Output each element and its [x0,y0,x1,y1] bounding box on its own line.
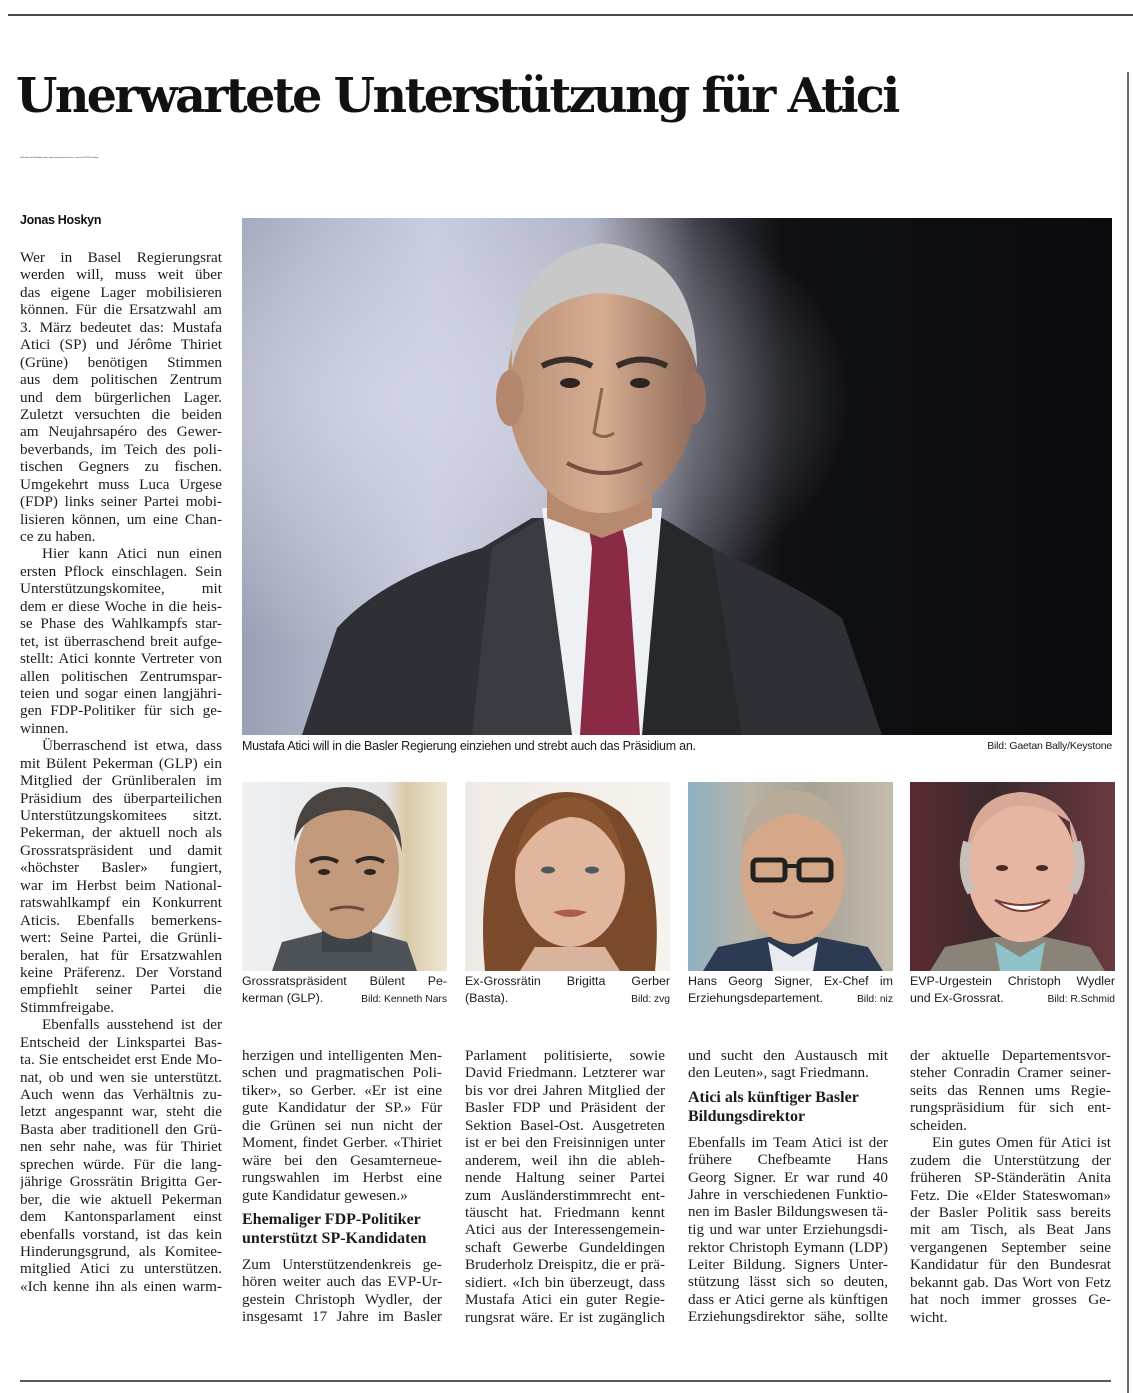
text-line: sprechen würde. Für die lang- [20,1155,222,1173]
text-line: mit am Tisch, als Beat Jans [910,1221,1111,1239]
text-line: können. Für die Ersatzwahl am [20,301,222,319]
text-line: ber, die wie aktuell Pekerman [20,1190,222,1208]
text-line: sidiert. «Ich bin überzeugt, dass [465,1273,665,1291]
text-line: insgesamt 17 Jahre im Basler [242,1308,442,1326]
main-photo-caption-text: Mustafa Atici will in die Basler Regierung einziehen und strebt auch das Präsidium an. [242,739,696,753]
text-line: Atici aus der Interessengemein- [465,1221,665,1239]
text-line: stellt: Atici konnte Vertreter von [20,650,222,668]
text-line: tet, ist überraschend breit aufge- [20,632,222,650]
text-line: steher Conradin Cramer seiner- [910,1064,1111,1082]
text-line: hören weiter auch das EVP-Ur- [242,1273,442,1291]
thumbnail-caption-gerber [465,973,670,1007]
text-line: Wer in Basel Regierungsrat [20,249,222,266]
text-column-2 [242,1047,442,1326]
text-line: Fetz. Die «Elder Stateswoman» [910,1186,1111,1204]
text-line: Unterstützungskomitees sitzt. [20,807,222,824]
text-line: 3. März bedeutet das: Mustafa [20,318,222,336]
text-line: ratswahlkampf ein Konkurrent [20,894,222,912]
text-line: rungsrat wäre. Er ist zugänglich [465,1308,665,1326]
caption-line: Ex-Grossrätin Brigitta Gerber [465,974,670,988]
text-line: gute Kandidatur gewesen.» [242,1186,408,1204]
text-line: Unterstützungskomitee, mit [20,580,222,598]
text-line: Moment, findet Gerber. «Thiriet [242,1134,442,1152]
portrait-photo-icon [688,782,893,971]
text-line: zudem die Unterstützung der [910,1151,1111,1169]
text-line: mitglied Atici zu unterstützen. [20,1260,222,1278]
text-line: gute Kandidatur der SP.» Für [242,1099,442,1117]
section-subheading [688,1088,888,1126]
text-line: bis vor drei Jahren Mitglied der [465,1081,665,1099]
text-line: seits das Rennen ums Regie- [910,1081,1111,1099]
text-line: der aktuelle Departementsvor- [910,1047,1111,1064]
text-line: Georg Signer. Er war rund 40 [688,1168,888,1186]
text-column-4 [688,1047,888,1326]
text-line: se Phase des Wahlkampfs star- [20,615,222,633]
text-line: Sektion Basel-Ost. Ausgetreten [465,1116,665,1134]
thumbnail-wydler [910,782,1115,971]
text-line: Auch wenn das Verhältnis zu- [20,1086,222,1103]
text-line: «Ich kenne ihn als einen warm- [20,1277,222,1295]
photo-credit: Bild: R.Schmid [1047,994,1115,1005]
text-line: der Basler Politik sass bereits [910,1203,1111,1221]
text-line: ist er bei den Freisinnigen unter [465,1134,665,1152]
text-column-1 [20,249,222,1295]
portrait-photo-icon [242,782,447,971]
text-line: nat, ob und wen sie unterstützt. [20,1068,222,1086]
text-line: täuscht hat. Friedmann kennt [465,1203,665,1221]
main-photo-credit: Bild: Gaetan Bally/Keystone [987,740,1112,752]
caption-text: kerman (GLP). [242,991,324,1005]
thumbnail-gerber [465,782,670,971]
text-line: Kandidatur für den Bundesrat [910,1256,1111,1274]
text-line: war im Herbst beim National- [20,876,222,894]
text-line: und dem bürgerlichen Lager. [20,388,222,406]
text-line: Leiter Bildung. Signers Unter- [688,1255,888,1273]
text-line: Ein gutes Omen für Atici ist [932,1134,1111,1152]
text-line: (FDP) links seiner Partei mobi- [20,493,222,511]
text-line: den Leuten», sagt Friedmann. [688,1064,869,1082]
text-line: ebenfalls vorstand, ist das kein [20,1225,222,1243]
subheading-line: Atici als künftiger Basler [688,1088,859,1106]
text-line: frühere Chefbeamte Hans [688,1151,888,1169]
text-line: wäre bei den Gesamterneue- [242,1151,442,1169]
text-line: schaft Gewerbe Gundeldingen [465,1238,665,1256]
text-line: Jahre in verschiedenen Funktio- [688,1186,888,1204]
text-line: ersten Pflock einschlagen. Sein [20,562,222,580]
text-line: empfiehlt seiner Partei die [20,981,222,999]
text-line: gen FDP-Politiker für sich ge- [20,702,222,720]
text-line: Entscheid der Linkspartei Bas- [20,1033,222,1051]
text-line: tig und war unter Erziehungsdi- [688,1221,888,1239]
text-line: werden will, muss weit über [20,266,222,284]
portrait-photo-icon [910,782,1115,971]
text-line: letzt angespannt war, steht die [20,1103,222,1121]
subheading-line: Bildungsdirektor [688,1107,806,1125]
text-line: Stimmfreigabe. [20,998,115,1016]
text-line: gestein Christoph Wydler, der [242,1290,442,1308]
caption-line [242,990,447,1007]
section-subheading [242,1210,442,1248]
text-line: winnen. [20,719,69,737]
text-line: Mitglied der Grünliberalen im [20,772,222,790]
main-photo-caption [242,739,1112,757]
caption-line [465,990,670,1007]
text-line: jährige Grossrätin Brigitta Ger- [20,1173,222,1191]
text-line: Basta aber traditionell den Grü- [20,1120,222,1138]
caption-line [910,990,1115,1007]
caption-text: und Ex-Grossrat. [910,991,1004,1005]
text-line: rungswahlen im Herbst eine [242,1169,442,1187]
text-line: nen sehr nahe, was für Thiriet [20,1138,222,1156]
text-line: Umgekehrt muss Luca Urgese [20,475,222,493]
text-line: Grossratspräsident und damit [20,841,222,859]
text-line: vergangenen September seine [910,1238,1111,1256]
text-line: Präsidium des überparteilichen [20,789,222,807]
photo-credit: Bild: Kenneth Nars [361,994,447,1005]
text-line: ta. Sie entscheidet erst Ende Mo- [20,1051,222,1069]
text-line: rektor Christoph Eymann (LDP) [688,1238,888,1256]
caption-text: (Basta). [465,991,509,1005]
caption-text: Erziehungsdepartement. [688,991,824,1005]
text-line: Aticis. Ebenfalls bemerkens- [20,911,222,929]
text-line: wert: Seine Partei, die Grünli- [20,929,222,947]
text-line: mit Bülent Pekerman (GLP) ein [20,754,222,772]
photo-credit: Bild: niz [856,994,893,1005]
text-line: die Grünen sei nun nicht der [242,1116,442,1134]
text-line: Basler FDP und Präsident der [465,1099,665,1117]
text-line: das eigene Lager mobilisieren [20,283,222,301]
text-line: Erziehungsdirektor sähe, sollte [688,1308,888,1326]
caption-line: Hans Georg Signer, Ex-Chef im [688,974,893,988]
text-line: Zuletzt versuchten die beiden [20,405,222,423]
text-line: (Grüne) benötigen Stimmen [20,353,222,371]
text-line: Parlament politisierte, sowie [465,1047,665,1064]
main-photo [242,218,1112,735]
text-line: und sucht den Austausch mit [688,1047,888,1064]
text-line: beverbands, im Teich des poli- [20,440,222,458]
caption-line: EVP-Urgestein Christoph Wydler [910,974,1115,988]
text-line: früheren SP-Ständerätin Anita [910,1169,1111,1187]
portrait-photo-icon [242,218,1112,735]
text-line: Ebenfalls ausstehend ist der [42,1016,222,1034]
text-line: Pekerman, der aktuell noch als [20,824,222,842]
text-line: nen im Basler Bildungswesen tä- [688,1203,888,1220]
text-line: aus dem politischen Zentrum [20,371,222,389]
text-line: herzigen und intelligenten Men- [242,1047,442,1064]
text-line: Zum Unterstützendenkreis ge- [242,1255,442,1273]
subheading-line: unterstützt SP-Kandidaten [242,1229,427,1247]
text-line: tischen Gegners zu fischen. [20,458,222,476]
text-line: Überraschend ist etwa, dass [42,737,222,755]
text-line: ce zu haben. [20,528,96,545]
text-line: scheiden. [910,1116,967,1134]
text-line: Bruderholz Dreispitz, die er prä- [465,1256,665,1274]
photo-credit: Bild: zvg [631,994,670,1005]
byline: Jonas Hoskyn [20,213,102,227]
text-line: nende Haltung seiner Partei [465,1169,665,1187]
text-line: zum Ausländerstimmrecht ent- [465,1186,665,1204]
text-line: Hier kann Atici nun einen [42,545,222,563]
text-line: Mustafa Atici ein guter Regie- [465,1291,665,1309]
text-line: dem Kantonsparlament einst [20,1208,222,1226]
bottom-rule [20,1380,1111,1382]
text-line: hat noch immer grosses Ge- [910,1291,1111,1309]
text-line: stützung lässt sich so deuten, [688,1273,888,1291]
caption-line: Grossratspräsident Bülent Pe- [242,974,447,988]
thumbnail-caption-wydler [910,973,1115,1007]
text-column-3 [465,1047,665,1326]
text-line: beralen, hat für Ersatzwahlen [20,946,222,964]
thumbnail-pekerman [242,782,447,971]
text-line: rungspräsidium für sich ent- [910,1099,1111,1117]
thumbnail-signer [688,782,893,971]
text-line: tiker», so Gerber. «Er ist eine [242,1081,442,1099]
top-rule [8,14,1133,16]
thumbnail-caption-signer [688,973,893,1007]
subhead: Im Komitee des SP-Kandidaten sitzen einige bemerkenswerte Personen – auch von GLP, EVP und Basta. [20,157,99,159]
thumbnail-caption-pekerman [242,973,447,1007]
headline: Unerwartete Unterstützung für Atici [16,68,898,124]
text-line: dem er diese Woche in die heis- [20,597,222,615]
text-line: wicht. [910,1308,948,1326]
caption-line [688,990,893,1007]
text-line: allen politischen Zentrumspar- [20,667,222,685]
text-line: Ebenfalls im Team Atici ist der [688,1133,888,1151]
text-line: bekannt gab. Das Wort von Fetz [910,1273,1111,1291]
text-line: teien und sogar einen langjähri- [20,684,222,702]
text-line: lisieren können, um eine Chan- [20,510,222,528]
text-line: anderem, weil ihn die ableh- [465,1151,665,1169]
text-column-5 [910,1047,1111,1326]
right-column-rule [1127,72,1129,1393]
text-line: am Neujahrsapéro des Gewer- [20,423,222,441]
subheading-line: Ehemaliger FDP-Politiker [242,1210,421,1228]
text-line: keine Präferenz. Der Vorstand [20,963,222,981]
text-line: Atici (SP) und Jérôme Thiriet [20,336,222,354]
text-line: Hinderungsgrund, als Komitee- [20,1242,222,1260]
portrait-photo-icon [465,782,670,971]
text-line: David Friedmann. Letzterer war [465,1064,665,1082]
text-line: dass er Atici gerne als künftigen [688,1290,888,1308]
text-line: «höchster Basler» fungiert, [20,859,222,877]
text-line: schen und pragmatischen Poli- [242,1064,442,1082]
